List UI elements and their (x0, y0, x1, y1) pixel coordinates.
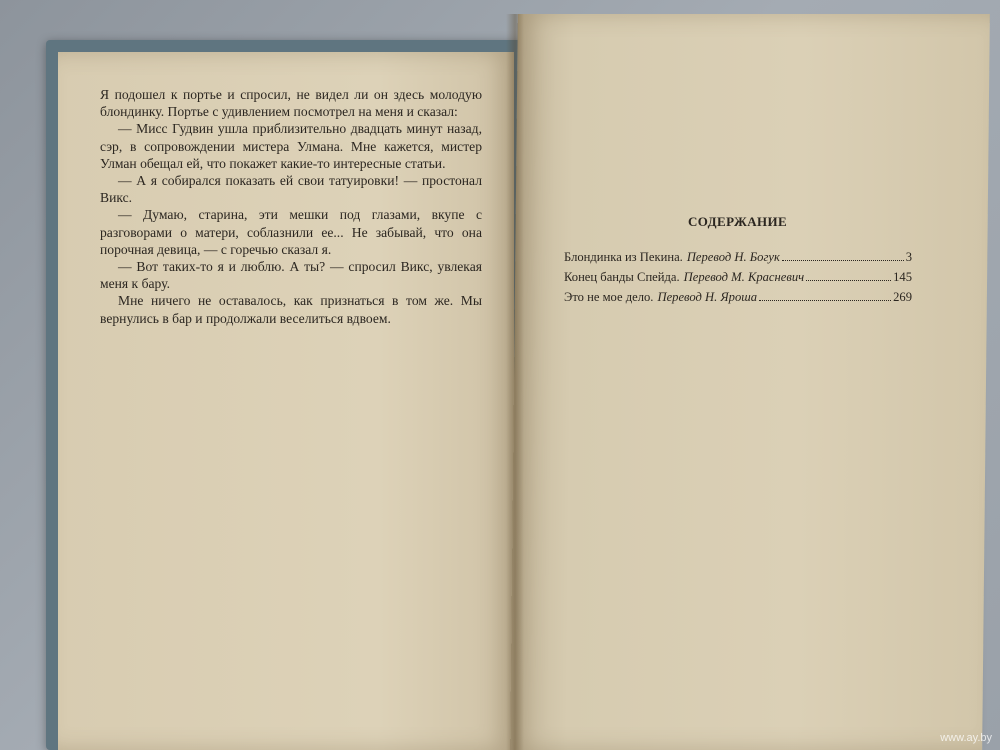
table-of-contents (564, 250, 912, 310)
toc-leader-dots (782, 259, 904, 261)
paragraph: — Вот таких-то я и люблю. А ты? — спросил Викс, увлекая меня к бару. (100, 259, 482, 292)
toc-entry-title: Конец банды Спейда. (564, 270, 680, 284)
toc-entry-translator: Перевод М. Красневич (683, 270, 805, 284)
toc-entry (564, 250, 912, 270)
paragraph: — Думаю, старина, эти мешки под глазами, вкупе с разговорами о матери, соблазнили ее... Не забывай, что она порочная девица, — с горечью сказал я. (100, 207, 482, 257)
toc-entry-translator: Перевод Н. Богук (686, 250, 780, 264)
paragraph: Мне ничего не оставалось, как признаться в том же. Мы вернулись в бар и продолжали веселиться вдвоем. (100, 293, 482, 326)
toc-entry (564, 270, 912, 290)
toc-entry-page: 3 (905, 250, 912, 264)
toc-entry-title: Блондинка из Пекина. (564, 250, 683, 264)
toc-entry (564, 290, 912, 310)
toc-entry-title: Это не мое дело. (564, 290, 654, 304)
toc-entry-page: 145 (893, 270, 912, 284)
toc-leader-dots (759, 299, 891, 301)
book-spine (506, 14, 524, 750)
toc-heading: СОДЕРЖАНИЕ (688, 214, 788, 229)
toc-entry-page: 269 (893, 290, 912, 304)
paragraph: — Мисс Гудвин ушла приблизительно двадцать минут назад, сэр, в сопровождении мистера Улмана. Мне кажется, мистер Улман обещал ей, что покажет какие-то интересные статьи. (100, 121, 482, 171)
toc-entry-translator: Перевод Н. Яроша (657, 290, 758, 304)
left-page-text (100, 86, 482, 327)
toc-leader-dots (806, 279, 891, 281)
paragraph: — А я собирался показать ей свои татуировки! — простонал Викс. (100, 173, 482, 206)
watermark: www.ay.by (940, 732, 992, 744)
paragraph: Я подошел к портье и спросил, не видел ли он здесь молодую блондинку. Портье с удивлением посмотрел на меня и сказал: (100, 87, 482, 120)
right-page (510, 14, 990, 750)
